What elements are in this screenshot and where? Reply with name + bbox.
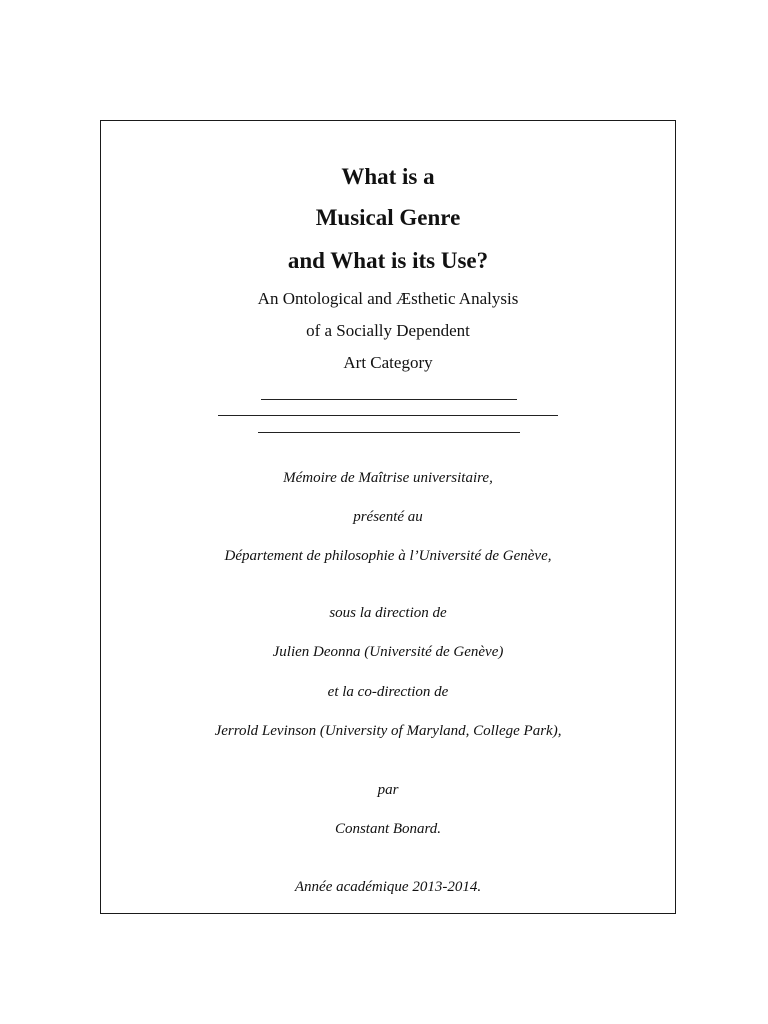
divider-rule-1 [261, 399, 517, 400]
subtitle-line-2: of a Socially Dependent [306, 321, 470, 340]
title-line-2: Musical Genre [315, 205, 461, 230]
subtitle-line-1: An Ontological and Æsthetic Analysis [257, 289, 519, 308]
divider-rule-2 [218, 415, 558, 416]
direction-intro-line: sous la direction de [329, 605, 447, 621]
title-line-3: and What is its Use? [287, 248, 489, 273]
divider-rule-3 [258, 432, 520, 433]
author-line: Constant Bonard. [334, 821, 442, 837]
codirection-intro-line: et la co-direction de [327, 684, 449, 700]
par-line: par [377, 782, 399, 798]
codirector-line: Jerrold Levinson (University of Maryland, College Park), [214, 723, 562, 739]
title-line-1: What is a [341, 164, 435, 189]
subtitle-line-3: Art Category [343, 353, 433, 372]
departement-line: Département de philosophie à l’Université de Genève, [224, 548, 552, 564]
title-page-frame [100, 120, 676, 914]
director-line: Julien Deonna (Université de Genève) [272, 644, 504, 660]
academic-year-line: Année académique 2013-2014. [294, 879, 482, 895]
presente-line: présenté au [353, 509, 423, 525]
memoire-line: Mémoire de Maîtrise universitaire, [283, 470, 493, 486]
